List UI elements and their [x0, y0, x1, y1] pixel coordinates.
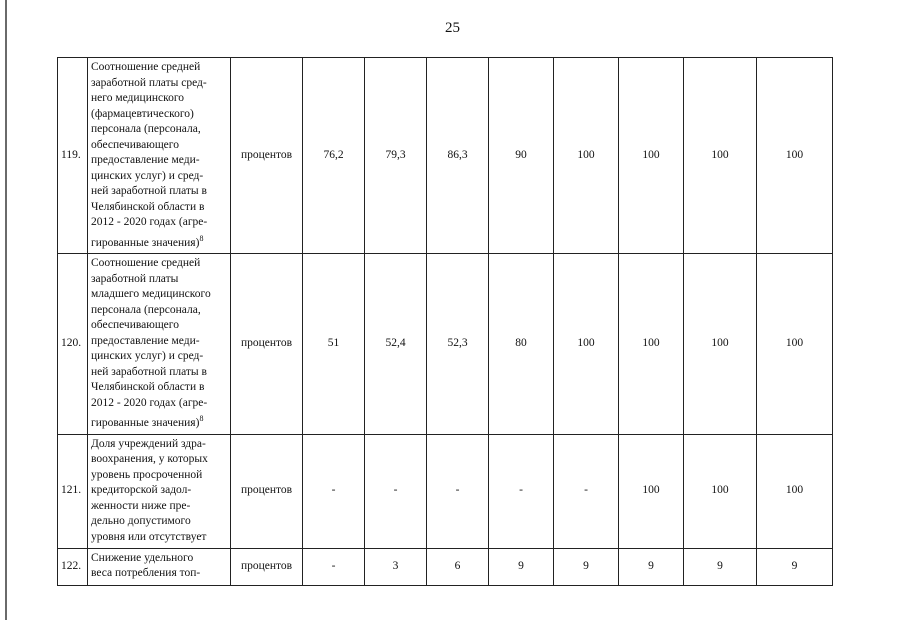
indicator-name-line: Челябинской области в [91, 381, 205, 393]
indicator-name-line: женности ниже пре- [91, 499, 191, 512]
unit-cell: процентов [231, 58, 303, 254]
indicator-name-line: ней заработной платы в [91, 365, 207, 378]
footnote-marker: 8 [199, 414, 204, 423]
value-cell: 52,4 [365, 254, 427, 435]
indicator-name-line: дельно допустимого [91, 515, 191, 527]
indicator-name-line: 2012 - 2020 годах (агре- [91, 396, 208, 409]
value-cell: - [303, 434, 365, 548]
value-cell: 100 [619, 434, 684, 548]
value-cell: 100 [684, 254, 757, 435]
value-cell: 100 [757, 254, 833, 435]
indicator-name [88, 548, 231, 585]
indicator-name-line: воохранения, у которых [91, 453, 208, 465]
table-row [58, 434, 833, 548]
value-cell: 9 [757, 548, 833, 585]
indicator-name-line: уровень просроченной [91, 468, 203, 481]
indicator-name-line: предоставление меди- [91, 334, 200, 347]
table-row [58, 548, 833, 585]
indicator-name-line: персонала (персонала, [91, 123, 201, 135]
value-cell: - [365, 434, 427, 548]
indicator-name-line: него медицинского [91, 92, 185, 104]
value-cell: 100 [619, 58, 684, 254]
value-cell: 100 [554, 254, 619, 435]
indicator-name-line: 2012 - 2020 годах (агре- [91, 216, 208, 228]
indicator-name-line: (фармацевтического) [91, 107, 194, 120]
table-row [58, 254, 833, 435]
indicator-name-line: заработной платы сред- [91, 76, 207, 89]
value-cell: - [303, 548, 365, 585]
indicator-name [88, 254, 231, 435]
value-cell: 6 [427, 548, 489, 585]
value-cell: 9 [489, 548, 554, 585]
value-cell: 79,3 [365, 58, 427, 254]
value-cell: 52,3 [427, 254, 489, 435]
indicator-name [88, 58, 231, 254]
value-cell: 86,3 [427, 58, 489, 254]
indicator-name-line: гированные значения) [91, 236, 200, 249]
indicator-name-line: персонала (персонала, [91, 303, 201, 316]
indicator-name-line: цинских услуг) и сред- [91, 169, 204, 182]
value-cell: 51 [303, 254, 365, 435]
row-number: 120. [58, 254, 88, 435]
value-cell: 80 [489, 254, 554, 435]
value-cell: 90 [489, 58, 554, 254]
indicator-name-line: младшего медицинского [91, 288, 211, 300]
value-cell: 100 [554, 58, 619, 254]
indicators-table [57, 57, 833, 586]
value-cell: 100 [684, 58, 757, 254]
indicator-name-line: кредиторской задол- [91, 484, 192, 496]
page-number: 25 [445, 20, 460, 36]
unit-cell: процентов [231, 548, 303, 585]
value-cell: 100 [757, 434, 833, 548]
row-number: 122. [58, 548, 88, 585]
indicator-name-line: Челябинской области в [91, 200, 205, 213]
value-cell: 9 [619, 548, 684, 585]
value-cell: - [554, 434, 619, 548]
page-left-edge-line [5, 0, 7, 620]
value-cell: 9 [684, 548, 757, 585]
indicator-name-line: гированные значения) [91, 417, 200, 429]
value-cell: - [427, 434, 489, 548]
indicator-name-line: заработной платы [91, 272, 179, 285]
value-cell: - [489, 434, 554, 548]
value-cell: 100 [619, 254, 684, 435]
value-cell: 76,2 [303, 58, 365, 254]
indicator-name-line: Соотношение средней [91, 257, 201, 269]
indicator-name-line: Доля учреждений здра- [91, 437, 206, 450]
value-cell: 9 [554, 548, 619, 585]
indicator-name-line: обеспечивающего [91, 319, 179, 331]
footnote-marker: 8 [199, 233, 204, 243]
indicator-name-line: веса потребления топ- [91, 567, 201, 579]
indicator-name-line: Соотношение средней [91, 61, 201, 73]
indicator-name [88, 434, 231, 548]
indicator-name-line: предоставление меди- [91, 154, 200, 166]
unit-cell: процентов [231, 254, 303, 435]
unit-cell: процентов [231, 434, 303, 548]
row-number: 121. [58, 434, 88, 548]
value-cell: 3 [365, 548, 427, 585]
indicator-name-line: уровня или отсутствует [91, 530, 207, 543]
indicator-name-line: обеспечивающего [91, 138, 179, 151]
row-number: 119. [58, 58, 88, 254]
indicator-name-line: цинских услуг) и сред- [91, 350, 204, 362]
indicator-name-line: Снижение удельного [91, 551, 194, 564]
value-cell: 100 [757, 58, 833, 254]
table-row [58, 58, 833, 254]
value-cell: 100 [684, 434, 757, 548]
indicator-name-line: ней заработной платы в [91, 185, 207, 197]
